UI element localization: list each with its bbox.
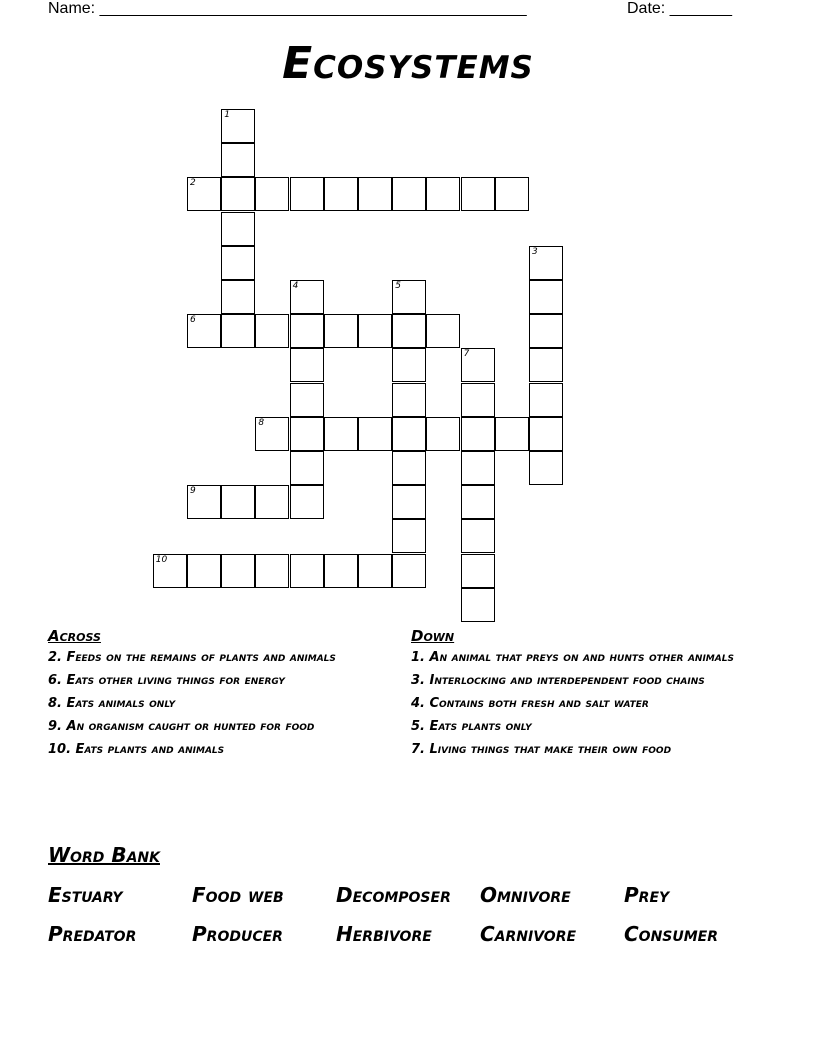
worksheet-title: Ecosystems: [282, 38, 534, 89]
crossword-cell[interactable]: [529, 314, 563, 348]
down-clue-4: 4. Contains both fresh and salt water: [411, 696, 649, 711]
clue-number: 2: [190, 178, 196, 189]
crossword-cell[interactable]: [426, 314, 460, 348]
crossword-cell[interactable]: [495, 417, 529, 451]
crossword-cell[interactable]: [529, 348, 563, 382]
crossword-cell[interactable]: [461, 451, 495, 485]
clue-number: 4: [292, 281, 299, 291]
crossword-cell[interactable]: [529, 417, 563, 451]
across-clue-10: 10. Eats plants and animals: [48, 742, 225, 757]
crossword-cell[interactable]: [290, 348, 324, 382]
crossword-cell[interactable]: [290, 485, 324, 519]
clue-number: 8: [258, 417, 265, 428]
crossword-cell[interactable]: [358, 554, 392, 588]
crossword-cell[interactable]: [461, 519, 495, 553]
crossword-cell[interactable]: [392, 280, 426, 314]
crossword-cell[interactable]: [324, 554, 358, 588]
word-bank-item: Estuary: [48, 883, 123, 907]
word-bank-title: Word Bank: [48, 843, 160, 867]
crossword-cell[interactable]: [392, 314, 426, 348]
clue-number: 9: [190, 486, 196, 497]
clue-number: 3: [532, 246, 538, 257]
word-bank-item: Prey: [624, 883, 670, 907]
crossword-cell[interactable]: [324, 314, 358, 348]
crossword-cell[interactable]: [221, 554, 255, 588]
down-clue-3: 3. Interlocking and interdependent food chains: [411, 673, 705, 688]
crossword-cell[interactable]: [392, 519, 426, 553]
crossword-cell[interactable]: [221, 109, 255, 143]
clue-number: 6: [190, 315, 196, 326]
crossword-cell[interactable]: [392, 485, 426, 519]
crossword-cell[interactable]: [221, 485, 255, 519]
crossword-cell[interactable]: [461, 554, 495, 588]
clue-number: 5: [395, 281, 401, 291]
down-clue-5: 5. Eats plants only: [411, 719, 532, 734]
crossword-cell[interactable]: [290, 177, 324, 211]
crossword-cell[interactable]: [324, 417, 358, 451]
crossword-cell[interactable]: [187, 314, 221, 348]
clue-number: 7: [463, 349, 470, 360]
crossword-cell[interactable]: [221, 246, 255, 280]
crossword-cell[interactable]: [221, 143, 255, 177]
crossword-cell[interactable]: [153, 554, 187, 588]
crossword-cell[interactable]: [290, 314, 324, 348]
crossword-cell[interactable]: [461, 588, 495, 622]
crossword-cell[interactable]: [461, 417, 495, 451]
down-clue-7: 7. Living things that make their own food: [411, 742, 672, 757]
crossword-cell[interactable]: [461, 348, 495, 382]
crossword-cell[interactable]: [187, 554, 221, 588]
down-clue-1: 1. An animal that preys on and hunts other animals: [411, 650, 734, 665]
crossword-cell[interactable]: [221, 177, 255, 211]
crossword-cell[interactable]: [255, 417, 289, 451]
down-heading: Down: [411, 627, 455, 645]
crossword-cell[interactable]: [290, 383, 324, 417]
crossword-cell[interactable]: [529, 383, 563, 417]
crossword-cell[interactable]: [392, 451, 426, 485]
crossword-cell[interactable]: [290, 554, 324, 588]
clue-number: 1: [224, 110, 230, 120]
crossword-cell[interactable]: [187, 485, 221, 519]
crossword-cell[interactable]: [358, 417, 392, 451]
crossword-cell[interactable]: [255, 554, 289, 588]
crossword-cell[interactable]: [392, 348, 426, 382]
crossword-cell[interactable]: [461, 485, 495, 519]
word-bank-item: Herbivore: [336, 922, 432, 946]
crossword-cell[interactable]: [392, 383, 426, 417]
word-bank-item: Food web: [192, 883, 284, 907]
across-clues: [48, 628, 388, 764]
word-bank-item: Carnivore: [480, 922, 577, 946]
down-clues: [411, 628, 751, 764]
crossword-cell[interactable]: [255, 485, 289, 519]
crossword-cell[interactable]: [426, 417, 460, 451]
name-field-label: Name: ________________________________________________: [48, 0, 527, 17]
crossword-cell[interactable]: [221, 314, 255, 348]
crossword-cell[interactable]: [392, 417, 426, 451]
clue-number: 10: [155, 554, 168, 565]
crossword-cell[interactable]: [358, 314, 392, 348]
crossword-cell[interactable]: [255, 314, 289, 348]
crossword-cell[interactable]: [529, 280, 563, 314]
across-clue-8: 8. Eats animals only: [48, 696, 176, 711]
across-clue-2: 2. Feeds on the remains of plants and animals: [48, 650, 336, 665]
date-field-label: Date: _______: [627, 0, 732, 17]
across-clue-9: 9. An organism caught or hunted for food: [48, 719, 315, 734]
crossword-cell[interactable]: [290, 417, 324, 451]
crossword-cell[interactable]: [461, 383, 495, 417]
crossword-cell[interactable]: [255, 177, 289, 211]
crossword-cell[interactable]: [221, 280, 255, 314]
word-bank-item: Producer: [192, 922, 283, 946]
word-bank-item: Omnivore: [480, 883, 571, 907]
crossword-cell[interactable]: [358, 177, 392, 211]
crossword-cell[interactable]: [426, 177, 460, 211]
crossword-cell[interactable]: [461, 177, 495, 211]
crossword-cell[interactable]: [495, 177, 529, 211]
crossword-cell[interactable]: [529, 451, 563, 485]
crossword-cell[interactable]: [392, 554, 426, 588]
crossword-cell[interactable]: [290, 280, 324, 314]
word-bank-item: Predator: [48, 922, 137, 946]
crossword-cell[interactable]: [290, 451, 324, 485]
crossword-cell[interactable]: [324, 177, 358, 211]
crossword-cell[interactable]: [529, 246, 563, 280]
crossword-cell[interactable]: [187, 177, 221, 211]
across-clue-6: 6. Eats other living things for energy: [48, 673, 285, 688]
word-bank-item: Decomposer: [336, 883, 451, 907]
crossword-cell[interactable]: [392, 177, 426, 211]
crossword-cell[interactable]: [221, 212, 255, 246]
word-bank-item: Consumer: [624, 922, 719, 946]
across-heading: Across: [48, 627, 101, 645]
